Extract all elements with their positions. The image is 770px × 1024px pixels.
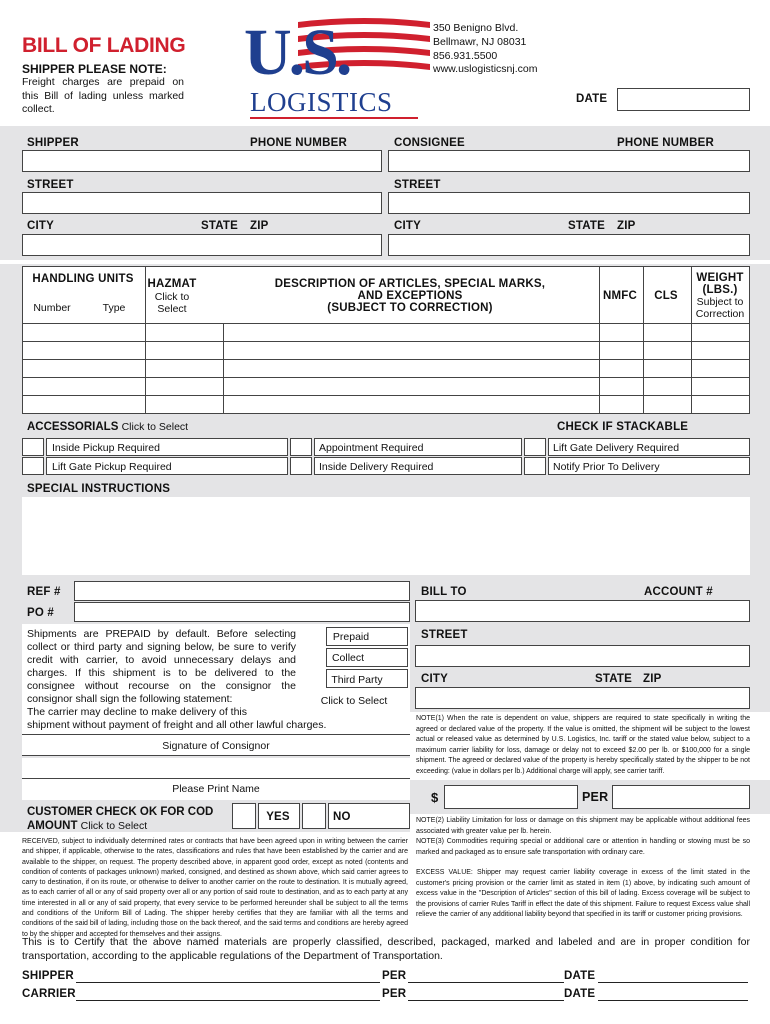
- shipper-city-label: CITY: [27, 220, 54, 232]
- received-terms: RECEIVED, subject to individually determined rates or contracts that have been agreed upon in writing between the carrier and shipper, if applicable, otherwise to the rates, classifications and rules that have been established by the carrier and are available to the shipper, on request. The property described above, in apparent good order, except as noted (contents and condition of contents of packages unknown) marked, consigned, and destined as shown above, which said carrier agrees to carry to destination, if on its route, or otherwise to deliver to another carrier on the route to destination. It is mutually agreed, as to each carrier of all or any of said property over all or any portion of said route to destination, and as to each party at any time interested in all or any of said property, that every service to be performed hereunder shall be subject to all the terms and conditions of the Uniform Bill of Lading. The shipper hereby certifies that they are familiar with all the terms and conditions of the said bill of lading, including those on the back thereof, and the said terms and conditions are hereby agreed to by the shipper and accepted for themselves and their assigns.: [22, 838, 408, 938]
- collect-label: Collect: [331, 652, 365, 664]
- payment-instructions: Shipments are PREPAID by default. Before selecting collect or third party and signing below, be sure to verify credit with carrier, to avoid unnecessary delays and charges. If this shipment is to be delivered to the consignee without recourse on the consignor the consignor shall sign the following statement:: [27, 628, 296, 705]
- special-instructions-label: SPECIAL INSTRUCTIONS: [27, 483, 171, 495]
- weight-subject-note: Subject to Correction: [695, 296, 745, 320]
- logo-us: U.S.: [244, 16, 350, 89]
- option-liftgate-pickup-label: Lift Gate Pickup Required: [52, 461, 172, 473]
- dollar-sign: $: [431, 790, 439, 805]
- payment-select-hint[interactable]: Click to Select: [320, 695, 388, 707]
- footer-shipper-label: SHIPPER: [22, 970, 74, 982]
- checkbox-appointment[interactable]: [290, 438, 312, 456]
- po-input[interactable]: [74, 602, 410, 622]
- hazmat-select-hint[interactable]: Click to Select: [154, 291, 190, 315]
- checkbox-inside-delivery[interactable]: [290, 457, 312, 475]
- ref-input[interactable]: [74, 581, 410, 601]
- footer-shipper-line[interactable]: [76, 982, 380, 983]
- option-notify-prior-label: Notify Prior To Delivery: [553, 461, 660, 473]
- note-2: NOTE(2) Liability Limitation for loss or damage on this shipment may be applicable without additional fees associated with greater value per lb. herein.: [416, 817, 750, 835]
- date-label: DATE: [576, 93, 608, 105]
- footer-shipper-date-line[interactable]: [598, 982, 748, 983]
- po-label: PO #: [27, 607, 55, 619]
- footer-carrier-per-line[interactable]: [408, 1000, 564, 1001]
- footer-carrier-date-label: DATE: [564, 988, 596, 1000]
- nmfc-header: NMFC: [602, 290, 637, 302]
- footer-carrier-line[interactable]: [76, 1000, 380, 1001]
- shipper-phone-label: PHONE NUMBER: [250, 137, 347, 149]
- bill-to-name-input[interactable]: [415, 600, 750, 622]
- prepaid-label: Prepaid: [332, 631, 370, 643]
- checkbox-inside-pickup[interactable]: [22, 438, 44, 456]
- company-address-1: 350 Benigno Blvd.: [433, 22, 519, 34]
- consignee-street-input[interactable]: [388, 192, 750, 214]
- description-header-3: (SUBJECT TO CORRECTION): [327, 302, 493, 314]
- cls-header: CLS: [654, 290, 678, 302]
- checkbox-notify-prior[interactable]: [524, 457, 546, 475]
- print-name-caption: Please Print Name: [172, 783, 260, 795]
- weight-unit: (LBS.): [702, 284, 738, 296]
- cod-hint: Click to Select: [80, 820, 148, 832]
- shipper-label: SHIPPER: [27, 137, 79, 149]
- per-label: PER: [582, 790, 609, 804]
- consignee-phone-label: PHONE NUMBER: [617, 137, 714, 149]
- date-input[interactable]: [617, 88, 750, 111]
- certification-statement: This is to Certify that the above named materials are properly classified, described, packaged, marked and labeled and are in proper condition for transportation, according to the applicable regulations of the Department of Transportation.: [22, 936, 750, 962]
- accessorials-title: [27, 421, 188, 433]
- shipper-street-label: STREET: [27, 179, 74, 191]
- shipper-street-input[interactable]: [22, 192, 382, 214]
- checkbox-liftgate-delivery[interactable]: [524, 438, 546, 456]
- footer-shipper-per-line[interactable]: [408, 982, 564, 983]
- ref-label: REF #: [27, 586, 61, 598]
- shipper-name-input[interactable]: [22, 150, 382, 172]
- note-3: NOTE(3) Commodities requiring special or additional care or attention in handling or stowing must be so marked and packaged as to ensure safe transportation with ordinary care.: [416, 838, 750, 856]
- shipper-note-text: Freight charges are prepaid on this Bill of lading unless marked collect.: [22, 76, 184, 115]
- bill-to-city-label: CITY: [421, 673, 448, 685]
- logo-logistics: LOGISTICS: [250, 87, 393, 117]
- footer-shipper-date-label: DATE: [564, 970, 596, 982]
- accessorials-hint: Click to Select: [121, 421, 189, 433]
- consignee-city-label: CITY: [394, 220, 421, 232]
- option-appointment-label: Appointment Required: [319, 442, 424, 454]
- signature-caption: Signature of Consignor: [162, 740, 270, 752]
- cod-line-2: AMOUNT: [27, 820, 78, 832]
- accessorials-label: ACCESSORIALS: [27, 421, 119, 433]
- company-address-2: Bellmawr, NJ 08031: [433, 36, 527, 48]
- option-inside-pickup-label: Inside Pickup Required: [52, 442, 160, 454]
- bill-to-zip-label: ZIP: [643, 673, 662, 685]
- company-logo: [238, 18, 428, 120]
- footer-carrier-label: CARRIER: [22, 988, 76, 1000]
- cod-no-label: NO: [333, 811, 351, 823]
- company-phone: 856.931.5500: [433, 50, 498, 62]
- hazmat-header: HAZMAT: [147, 278, 197, 290]
- shipper-state-label: STATE: [201, 220, 238, 232]
- consignee-street-label: STREET: [394, 179, 441, 191]
- footer-shipper-per-label: PER: [382, 970, 407, 982]
- cod-line-1: CUSTOMER CHECK OK FOR COD: [27, 806, 214, 818]
- account-label: ACCOUNT #: [644, 586, 713, 598]
- document-title: BILL OF LADING: [22, 34, 186, 57]
- type-header: Type: [102, 302, 126, 314]
- cod-yes-label: YES: [266, 811, 290, 823]
- consignee-name-input[interactable]: [388, 150, 750, 172]
- cod-yes-checkbox[interactable]: [232, 803, 256, 829]
- bill-to-street-input[interactable]: [415, 645, 750, 667]
- third-party-label: Third Party: [331, 674, 383, 686]
- description-header-1: DESCRIPTION OF ARTICLES, SPECIAL MARKS,: [274, 278, 546, 290]
- payment-decline-2: shipment without payment of freight and all other lawful charges.: [27, 719, 327, 731]
- number-header: Number: [33, 302, 71, 314]
- checkbox-liftgate-pickup[interactable]: [22, 457, 44, 475]
- consignee-zip-label: ZIP: [617, 220, 636, 232]
- footer-carrier-date-line[interactable]: [598, 1000, 748, 1001]
- option-liftgate-delivery-label: Lift Gate Delivery Required: [553, 442, 680, 454]
- cod-label: [27, 805, 213, 833]
- excess-value-note: EXCESS VALUE: Shipper may request carrier liability coverage in excess of the limit stated in the customer's pricing provision or the carrier limit as stated in item (1) above, by indicating such amount of excess value in the "Description of Articles" section of this bill of lading. Excess coverage will be subject to the provisions of carrier Rules Tariff in effect the date of this shipment. Failure to request Excess value shall relieve the carrier of any additional liability beyond that specified in its tariff or customer pricing provisions.: [416, 869, 750, 918]
- per-input[interactable]: [612, 785, 750, 809]
- footer-carrier-per-label: PER: [382, 988, 407, 1000]
- shipper-zip-label: ZIP: [250, 220, 269, 232]
- declared-value-input[interactable]: [444, 785, 578, 809]
- logo-underline: [250, 117, 418, 119]
- option-inside-delivery-label: Inside Delivery Required: [319, 461, 434, 473]
- stackable-checkbox[interactable]: CHECK IF STACKABLE: [557, 421, 689, 433]
- shipper-note-title: SHIPPER PLEASE NOTE:: [22, 62, 167, 76]
- weight-header: WEIGHT: [696, 272, 744, 284]
- consignee-city-input[interactable]: [388, 234, 750, 256]
- bill-to-city-input[interactable]: [415, 687, 750, 709]
- consignee-state-label: STATE: [568, 220, 605, 232]
- company-website: www.uslogisticsnj.com: [433, 63, 538, 75]
- bill-to-label: BILL TO: [421, 586, 467, 598]
- cod-no-checkbox[interactable]: [302, 803, 326, 829]
- handling-units-header: HANDLING UNITS: [32, 273, 134, 285]
- payment-decline-1: The carrier may decline to make delivery of this: [27, 706, 248, 718]
- description-header-2: AND EXCEPTIONS: [357, 290, 463, 302]
- special-instructions-input[interactable]: [22, 497, 750, 575]
- note-1: NOTE(1) When the rate is dependent on value, shippers are required to state specifically in writing the agreed or declared value of the property. If the value is omitted, the shipment will be subject to the lowest actual or released value as determined by U.S. Logistics, Inc. tariff or the stated value below, subject to a maximum carrier liability for loss, damage or delay not to exceed $2.00 per lb. or $100,000 for a single shipment. The agreed or declared value of the property is hereby specifically stated by the shipper to be not exceeding: (value in dollars per lb.) Additional charge will apply, see carrier tariff.: [416, 715, 750, 775]
- print-name-input[interactable]: [22, 758, 410, 778]
- bill-to-street-label: STREET: [421, 629, 468, 641]
- consignee-label: CONSIGNEE: [394, 137, 465, 149]
- shipper-city-input[interactable]: [22, 234, 382, 256]
- bill-to-state-label: STATE: [595, 673, 632, 685]
